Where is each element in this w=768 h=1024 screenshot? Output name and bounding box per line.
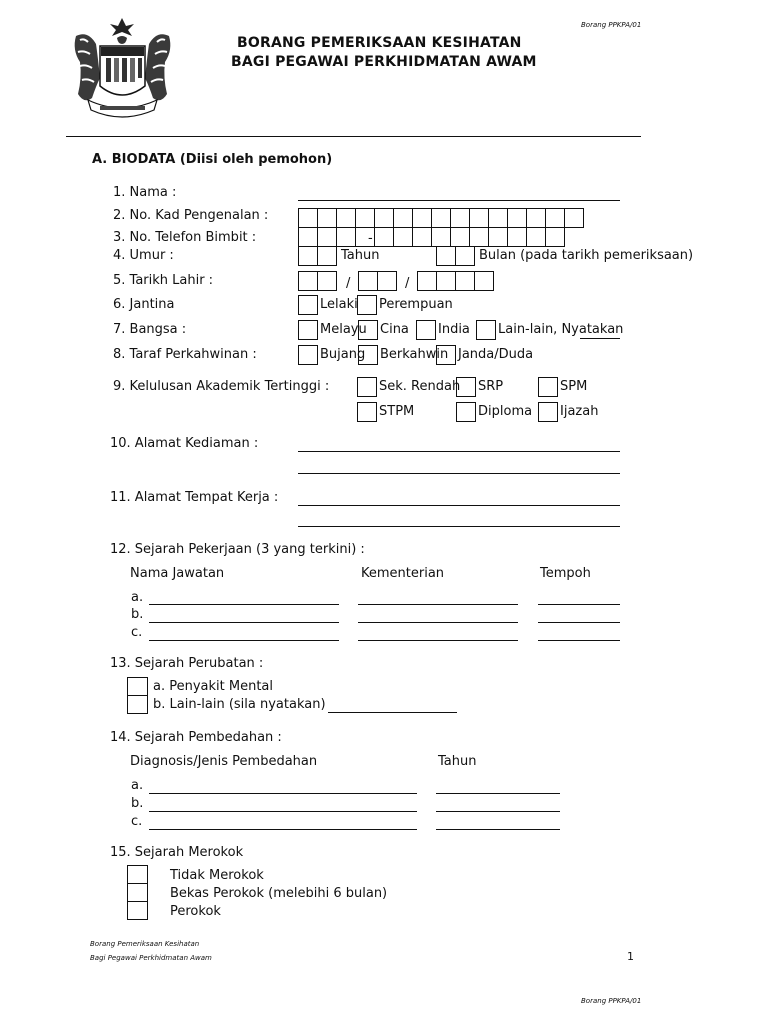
option-melayu: Melayu <box>320 322 367 337</box>
surgery-row-c: c. <box>131 814 143 829</box>
checkbox-india[interactable] <box>416 320 436 340</box>
home-address-line-2[interactable] <box>298 473 620 474</box>
option-india: India <box>438 322 470 337</box>
q12-label: 12. Sejarah Pekerjaan (3 yang terkini) : <box>110 542 365 557</box>
option-sek-rendah: Sek. Rendah <box>379 379 461 394</box>
option-bujang: Bujang <box>320 347 366 362</box>
q6-label: 6. Jantina <box>113 297 175 312</box>
q1-label: 1. Nama : <box>113 185 177 200</box>
checkbox-melayu[interactable] <box>298 320 318 340</box>
footer-line-1: Borang Pemeriksaan Kesihatan <box>90 940 200 948</box>
form-title-line-1: BORANG PEMERIKSAAN KESIHATAN <box>237 35 522 51</box>
checkbox-berkahwin[interactable] <box>358 345 378 365</box>
col-tahun: Tahun <box>438 754 477 769</box>
diagnosis-field-c[interactable] <box>149 829 417 830</box>
surgery-year-field-a[interactable] <box>436 793 560 794</box>
work-address-line-2[interactable] <box>298 526 620 527</box>
footer-line-2: Bagi Pegawai Perkhidmatan Awam <box>90 954 212 962</box>
q7-label: 7. Bangsa : <box>113 322 187 337</box>
checkbox-cina[interactable] <box>358 320 378 340</box>
employment-row-a: a. <box>131 590 144 605</box>
checkbox-stpm[interactable] <box>357 402 377 422</box>
job-title-field-b[interactable] <box>149 622 339 623</box>
page-number: 1 <box>627 950 634 963</box>
q13-label: 13. Sejarah Perubatan : <box>110 656 264 671</box>
age-months-label: Bulan (pada tarikh pemeriksaan) <box>479 248 694 263</box>
col-kementerian: Kementerian <box>361 566 445 581</box>
ic-number-boxes[interactable] <box>298 208 584 228</box>
checkbox-tidak-merokok[interactable] <box>127 865 148 884</box>
col-tempoh: Tempoh <box>540 566 591 581</box>
period-field-a[interactable] <box>538 604 620 605</box>
checkbox-janda-duda[interactable] <box>436 345 456 365</box>
option-lain-lain: Lain-lain, Nyatakan <box>498 322 624 337</box>
checkbox-srp[interactable] <box>456 377 476 397</box>
checkbox-lain-lain[interactable] <box>476 320 496 340</box>
checkbox-spm[interactable] <box>538 377 558 397</box>
dob-sep-2: / <box>405 276 410 291</box>
q9-label: 9. Kelulusan Akademik Tertinggi : <box>113 379 330 394</box>
dob-day-boxes[interactable] <box>298 271 337 291</box>
checkbox-lelaki[interactable] <box>298 295 318 315</box>
checkbox-ijazah[interactable] <box>538 402 558 422</box>
q2-label: 2. No. Kad Pengenalan : <box>113 208 269 223</box>
section-a-heading: A. BIODATA (Diisi oleh pemohon) <box>92 152 333 167</box>
period-field-c[interactable] <box>538 640 620 641</box>
coat-of-arms-logo <box>70 16 175 124</box>
option-cina: Cina <box>380 322 409 337</box>
diagnosis-field-a[interactable] <box>149 793 417 794</box>
option-lelaki: Lelaki <box>320 297 358 312</box>
checkbox-perempuan[interactable] <box>357 295 377 315</box>
name-field[interactable] <box>298 200 620 201</box>
checkbox-penyakit-mental[interactable] <box>127 677 148 696</box>
surgery-year-field-c[interactable] <box>436 829 560 830</box>
option-tidak-merokok: Tidak Merokok <box>170 868 264 883</box>
age-years-label: Tahun <box>341 248 380 263</box>
lain-lain-specify-field[interactable] <box>580 338 620 339</box>
checkbox-bujang[interactable] <box>298 345 318 365</box>
ministry-field-b[interactable] <box>358 622 518 623</box>
option-perokok: Perokok <box>170 904 221 919</box>
employment-row-c: c. <box>131 625 143 640</box>
checkbox-diploma[interactable] <box>456 402 476 422</box>
header-divider <box>66 136 641 137</box>
option-bekas-perokok: Bekas Perokok (melebihi 6 bulan) <box>170 886 388 901</box>
q15-label: 15. Sejarah Merokok <box>110 845 244 860</box>
option-stpm: STPM <box>379 404 415 419</box>
option-berkahwin: Berkahwin <box>380 347 449 362</box>
surgery-year-field-b[interactable] <box>436 811 560 812</box>
phone-dash: - <box>368 231 373 246</box>
q3-label: 3. No. Telefon Bimbit : <box>113 230 257 245</box>
checkbox-lain-lain-perubatan[interactable] <box>127 695 148 714</box>
job-title-field-a[interactable] <box>149 604 339 605</box>
q14-label: 14. Sejarah Pembedahan : <box>110 730 282 745</box>
ministry-field-c[interactable] <box>358 640 518 641</box>
option-penyakit-mental: a. Penyakit Mental <box>153 679 274 694</box>
employment-row-b: b. <box>131 607 144 622</box>
option-perempuan: Perempuan <box>379 297 453 312</box>
dob-sep-1: / <box>346 276 351 291</box>
q10-label: 10. Alamat Kediaman : <box>110 436 259 451</box>
age-years-boxes[interactable] <box>298 246 337 266</box>
option-lain-lain-perubatan: b. Lain-lain (sila nyatakan) <box>153 697 326 712</box>
checkbox-bekas-perokok[interactable] <box>127 883 148 902</box>
q8-label: 8. Taraf Perkahwinan : <box>113 347 257 362</box>
age-months-boxes[interactable] <box>436 246 475 266</box>
next-page-form-code: Borang PPKPA/01 <box>581 997 642 1005</box>
form-title-line-2: BAGI PEGAWAI PERKHIDMATAN AWAM <box>231 54 537 70</box>
surgery-row-a: a. <box>131 778 144 793</box>
col-diagnosis: Diagnosis/Jenis Pembedahan <box>130 754 318 769</box>
q11-label: 11. Alamat Tempat Kerja : <box>110 490 279 505</box>
work-address-line-1[interactable] <box>298 505 620 506</box>
option-ijazah: Ijazah <box>560 404 599 419</box>
surgery-row-b: b. <box>131 796 144 811</box>
form-code: Borang PPKPA/01 <box>581 21 642 29</box>
home-address-line-1[interactable] <box>298 451 620 452</box>
job-title-field-c[interactable] <box>149 640 339 641</box>
period-field-b[interactable] <box>538 622 620 623</box>
option-spm: SPM <box>560 379 588 394</box>
q4-label: 4. Umur : <box>113 248 174 263</box>
ministry-field-a[interactable] <box>358 604 518 605</box>
medical-specify-field[interactable] <box>328 712 457 713</box>
checkbox-perokok[interactable] <box>127 901 148 920</box>
option-srp: SRP <box>478 379 504 394</box>
option-janda-duda: Janda/Duda <box>458 347 534 362</box>
option-diploma: Diploma <box>478 404 533 419</box>
dob-month-boxes[interactable] <box>358 271 397 291</box>
dob-year-boxes[interactable] <box>417 271 494 291</box>
col-nama-jawatan: Nama Jawatan <box>130 566 225 581</box>
phone-number-boxes[interactable] <box>298 227 565 247</box>
checkbox-sek-rendah[interactable] <box>357 377 377 397</box>
diagnosis-field-b[interactable] <box>149 811 417 812</box>
q5-label: 5. Tarikh Lahir : <box>113 273 214 288</box>
